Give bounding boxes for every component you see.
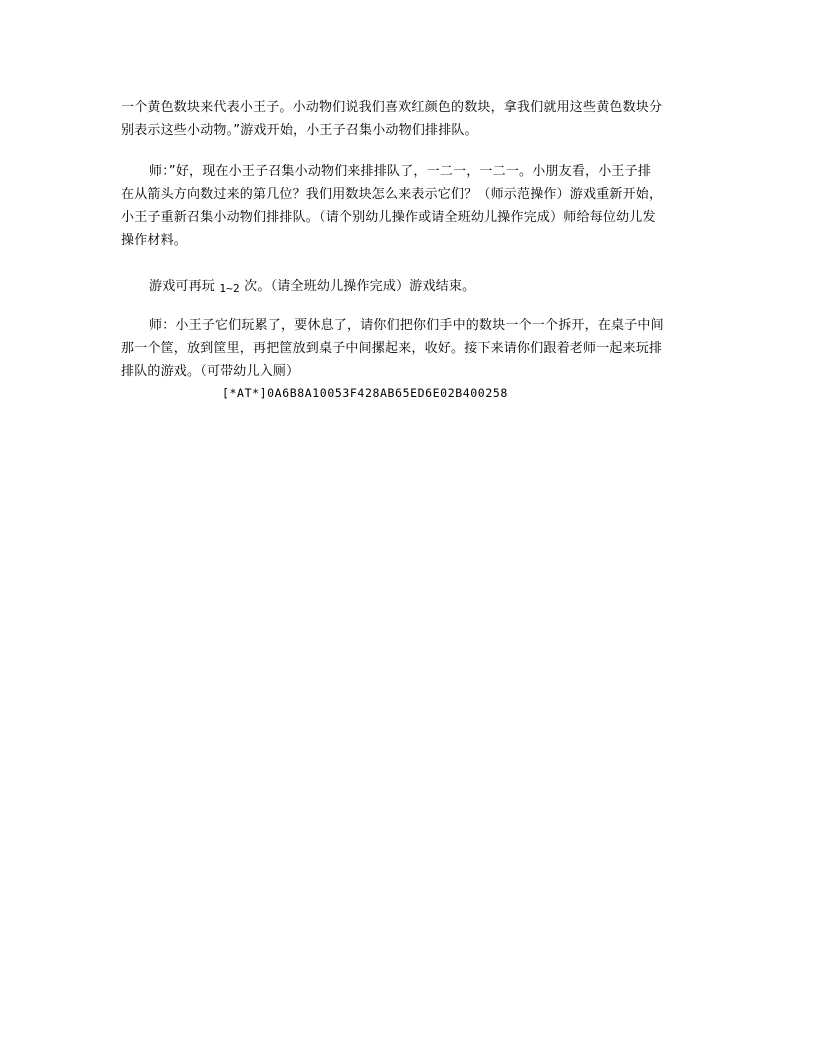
paragraph-teacher-instructions [121, 160, 701, 252]
text-line: 那一个筐，放到筐里，再把筐放到桌子中间摞起来，收好。接下来请你们跟着老师一起来玩排 [121, 341, 663, 356]
text-line [121, 275, 701, 298]
paragraph-repeat-game [121, 275, 701, 298]
text-line: 在从箭头方向数过来的第几位？我们用数块怎么来表示它们？（师示范操作）游戏重新开始， [121, 187, 663, 202]
text-fragment: 游戏可再玩 [149, 279, 216, 294]
text-line: 一个黄色数块来代表小王子。小动物们说我们喜欢红颜色的数块，拿我们就用这些黄色数块分 [121, 100, 663, 115]
text-line: 别表示这些小动物。”游戏开始，小王子召集小动物们排排队。 [121, 123, 478, 138]
paragraph-intro [121, 96, 701, 142]
repeat-count: 1~2 [219, 282, 240, 295]
reference-code: [*AT*]0A6B8A10053F428AB65ED6E02B400258 [222, 386, 508, 400]
text-line: 排队的游戏。（可带幼儿入厕） [121, 364, 300, 379]
text-line: 师：小王子它们玩累了，要休息了，请你们把你们手中的数块一个一个拆开，在桌子中间 [149, 318, 664, 333]
text-line: 小王子重新召集小动物们排排队。（请个别幼儿操作或请全班幼儿操作完成）师给每位幼儿发 [121, 210, 656, 225]
text-fragment: 次。（请全班幼儿操作完成）游戏结束。 [244, 279, 476, 294]
text-line: 操作材料。 [121, 233, 188, 248]
text-line: 师：”好，现在小王子召集小动物们来排排队了，一二一，一二一。小朋友看，小王子排 [149, 164, 652, 179]
paragraph-closing [121, 314, 701, 383]
